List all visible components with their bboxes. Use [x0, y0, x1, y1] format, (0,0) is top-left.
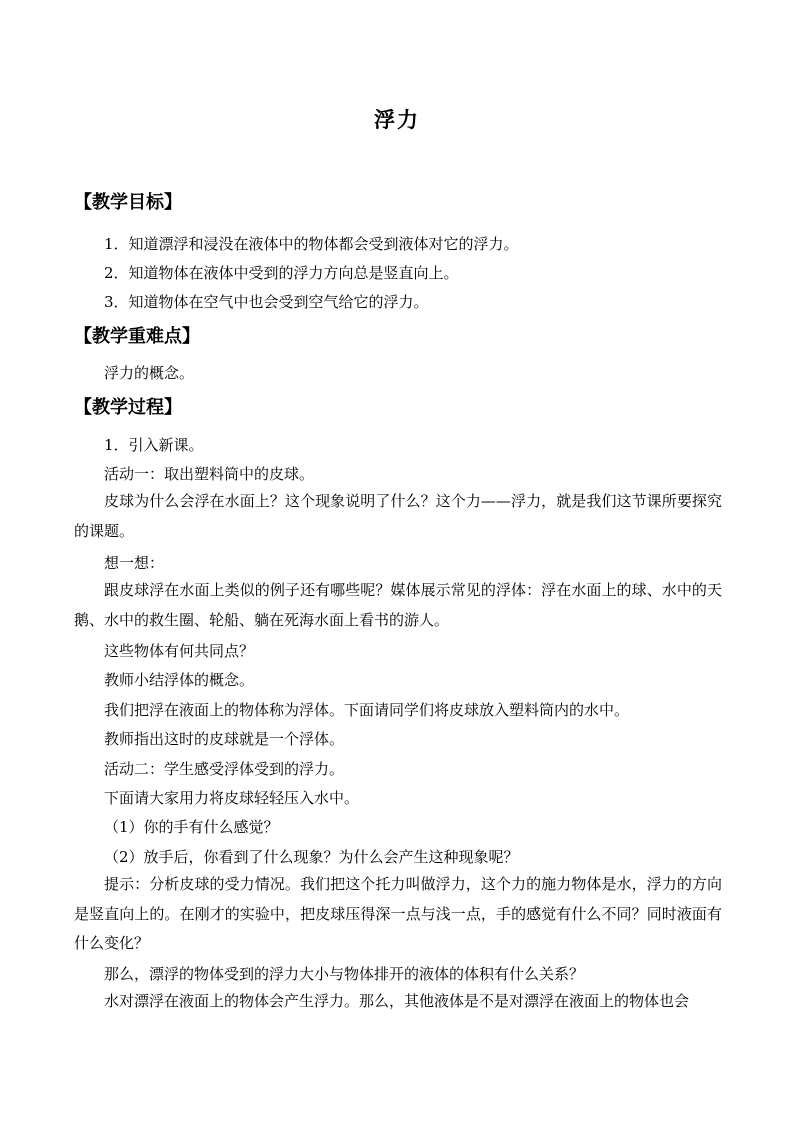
process-line: 那么，漂浮的物体受到的浮力大小与物体排开的液体的体积有什么关系？	[104, 965, 585, 983]
objective-item-1: 1．知道漂浮和浸没在液体中的物体都会受到液体对它的浮力。	[104, 235, 519, 253]
process-line: 活动二：学生感受浮体受到的浮力。	[104, 760, 345, 778]
process-question-1: （1）你的手有什么感觉？	[104, 818, 279, 836]
process-line: 我们把浮在液面上的物体称为浮体。下面请同学们将皮球放入塑料筒内的水中。	[104, 701, 630, 719]
process-line: 教师小结浮体的概念。	[104, 671, 255, 689]
process-line: 教师指出这时的皮球就是一个浮体。	[104, 730, 345, 748]
process-paragraph: 水对漂浮在液面上的物体会产生浮力。那么，其他液体是不是对漂浮在液面上的物体也会	[104, 992, 690, 1010]
key-points-text: 浮力的概念。	[104, 364, 195, 382]
process-line: 1．引入新课。	[104, 436, 204, 454]
process-paragraph: 跟皮球浮在水面上类似的例子还有哪些呢？媒体展示常见的浮体：浮在水面上的球、水中的天鹅、水中的救生圈、轮船、躺在死海水面上看书的游人。	[74, 581, 722, 629]
process-paragraph: 提示：分析皮球的受力情况。我们把这个托力叫做浮力，这个力的施力物体是水，浮力的方向是竖直向上的。在刚才的实验中，把皮球压得深一点与浅一点，手的感觉有什么不同？同时液面有什么变化？	[74, 875, 722, 952]
objective-item-2: 2．知道物体在液体中受到的浮力方向总是竖直向上。	[104, 264, 459, 282]
process-line: 活动一：取出塑料筒中的皮球。	[104, 465, 315, 483]
section-heading-process: 【教学过程】	[74, 397, 182, 418]
objective-item-3: 3．知道物体在空气中也会受到空气给它的浮力。	[104, 293, 429, 311]
process-question-2: （2）放手后，你看到了什么现象？为什么会产生这种现象呢？	[104, 848, 519, 866]
process-paragraph: 皮球为什么会浮在水面上？这个现象说明了什么？这个力——浮力，就是我们这节课所要探究的课题。	[74, 492, 722, 540]
document-title: 浮力	[374, 107, 420, 132]
process-line: 想一想：	[104, 554, 165, 572]
process-line: 下面请大家用力将皮球轻轻压入水中。	[104, 789, 360, 807]
section-heading-key-points: 【教学重难点】	[74, 326, 200, 347]
section-heading-objectives: 【教学目标】	[74, 192, 182, 213]
process-line: 这些物体有何共同点？	[104, 642, 255, 660]
